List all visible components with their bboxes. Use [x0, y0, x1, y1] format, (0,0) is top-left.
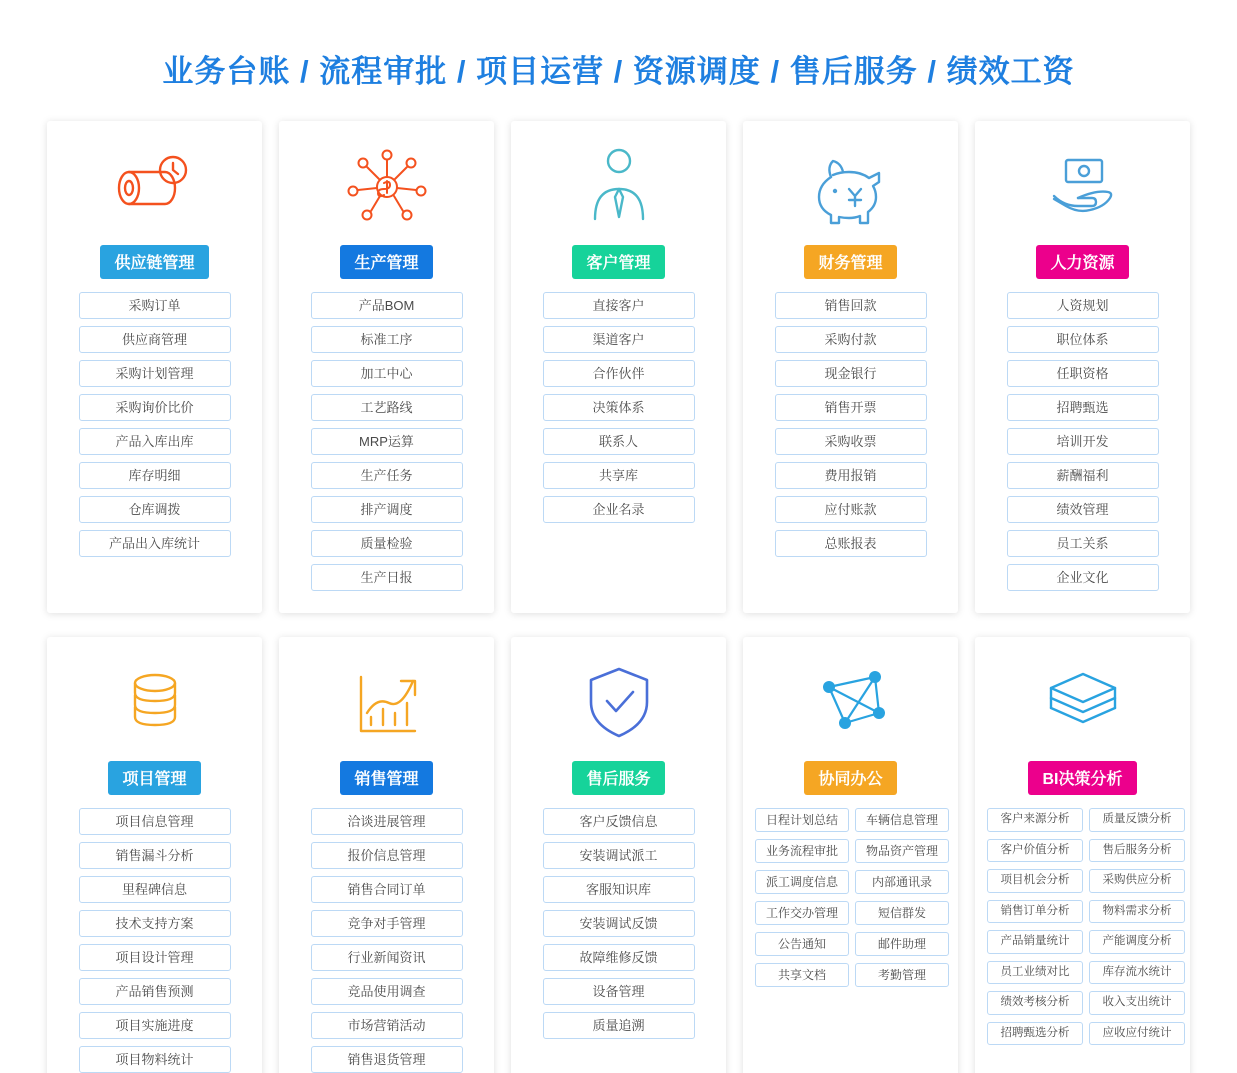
- list-item[interactable]: 直接客户: [543, 292, 695, 319]
- list-item[interactable]: 供应商管理: [79, 326, 231, 353]
- item-list-sales: [291, 808, 482, 1073]
- list-item[interactable]: 产品出入库统计: [79, 530, 231, 557]
- list-item[interactable]: 销售回款: [775, 292, 927, 319]
- list-item[interactable]: 派工调度信息: [755, 870, 849, 894]
- card-aftersales[interactable]: [511, 637, 726, 1073]
- category-label-hr: 人力资源: [1036, 245, 1128, 279]
- list-item[interactable]: 行业新闻资讯: [311, 944, 463, 971]
- list-item[interactable]: 企业文化: [1007, 564, 1159, 591]
- list-item[interactable]: 内部通讯录: [855, 870, 949, 894]
- list-item[interactable]: 报价信息管理: [311, 842, 463, 869]
- list-item[interactable]: 车辆信息管理: [855, 808, 949, 832]
- list-item[interactable]: 费用报销: [775, 462, 927, 489]
- list-item[interactable]: 日程计划总结: [755, 808, 849, 832]
- category-label-bi: BI决策分析: [1028, 761, 1136, 795]
- list-item[interactable]: 销售漏斗分析: [79, 842, 231, 869]
- list-item[interactable]: 短信群发: [855, 901, 949, 925]
- list-item[interactable]: 招聘甄选分析: [987, 1022, 1083, 1046]
- item-list-project: [59, 808, 250, 1073]
- list-item[interactable]: 公告通知: [755, 932, 849, 956]
- card-collaboration[interactable]: [743, 637, 958, 1073]
- list-item[interactable]: 采购收票: [775, 428, 927, 455]
- network-graph-icon: [805, 655, 897, 751]
- list-item[interactable]: 产品销售预测: [79, 978, 231, 1005]
- list-item[interactable]: 客户价值分析: [987, 839, 1083, 863]
- list-item[interactable]: 采购询价比价: [79, 394, 231, 421]
- list-item[interactable]: 员工关系: [1007, 530, 1159, 557]
- hand-money-icon: [1040, 139, 1126, 235]
- list-item[interactable]: 薪酬福利: [1007, 462, 1159, 489]
- item-list-supply-chain: [59, 292, 250, 557]
- module-grid: [0, 99, 1237, 1073]
- list-item[interactable]: 竞品使用调查: [311, 978, 463, 1005]
- page-title: 业务台账 / 流程审批 / 项目运营 / 资源调度 / 售后服务 / 绩效工资: [162, 54, 1075, 89]
- list-item[interactable]: 质量反馈分析: [1089, 808, 1185, 832]
- card-sales[interactable]: [279, 637, 494, 1073]
- list-item[interactable]: 联系人: [543, 428, 695, 455]
- list-item[interactable]: 渠道客户: [543, 326, 695, 353]
- item-list-production: [291, 292, 482, 591]
- category-label-customer: 客户管理: [572, 245, 664, 279]
- list-item[interactable]: 销售开票: [775, 394, 927, 421]
- item-list-finance: [755, 292, 946, 557]
- list-item[interactable]: 生产日报: [311, 564, 463, 591]
- list-item[interactable]: 客户反馈信息: [543, 808, 695, 835]
- piggy-bank-icon: [805, 139, 897, 235]
- item-list-hr: [987, 292, 1178, 591]
- list-item[interactable]: 质量检验: [311, 530, 463, 557]
- list-item[interactable]: MRP运算: [311, 428, 463, 455]
- item-list-customer: [523, 292, 714, 523]
- list-item[interactable]: 产能调度分析: [1089, 930, 1185, 954]
- list-item[interactable]: 应付账款: [775, 496, 927, 523]
- list-item[interactable]: 采购订单: [79, 292, 231, 319]
- list-item[interactable]: 物品资产管理: [855, 839, 949, 863]
- list-item[interactable]: 物料需求分析: [1089, 900, 1185, 924]
- item-list-aftersales: [523, 808, 714, 1039]
- list-item[interactable]: 应收应付统计: [1089, 1022, 1185, 1046]
- list-item[interactable]: 采购供应分析: [1089, 869, 1185, 893]
- list-item[interactable]: 绩效管理: [1007, 496, 1159, 523]
- card-finance[interactable]: [743, 121, 958, 613]
- list-item[interactable]: 工艺路线: [311, 394, 463, 421]
- network-nodes-icon: [343, 139, 431, 235]
- list-item[interactable]: 共享文档: [755, 963, 849, 987]
- list-item[interactable]: 任职资格: [1007, 360, 1159, 387]
- list-item[interactable]: 里程碑信息: [79, 876, 231, 903]
- category-label-supply-chain: 供应链管理: [100, 245, 208, 279]
- list-item[interactable]: 项目机会分析: [987, 869, 1083, 893]
- list-item[interactable]: 质量追溯: [543, 1012, 695, 1039]
- list-item[interactable]: 项目设计管理: [79, 944, 231, 971]
- category-label-finance: 财务管理: [804, 245, 896, 279]
- item-list-bi: [987, 808, 1178, 1045]
- list-item[interactable]: 库存明细: [79, 462, 231, 489]
- list-item[interactable]: 加工中心: [311, 360, 463, 387]
- coin-stack-icon: [112, 655, 198, 751]
- card-project[interactable]: [47, 637, 262, 1073]
- growth-chart-icon: [343, 655, 431, 751]
- list-item[interactable]: 设备管理: [543, 978, 695, 1005]
- list-item[interactable]: 共享库: [543, 462, 695, 489]
- list-item[interactable]: 合作伙伴: [543, 360, 695, 387]
- list-item[interactable]: 库存流水统计: [1089, 961, 1185, 985]
- card-customer[interactable]: [511, 121, 726, 613]
- category-label-sales: 销售管理: [340, 761, 432, 795]
- list-item[interactable]: 销售订单分析: [987, 900, 1083, 924]
- list-item[interactable]: 绩效考核分析: [987, 991, 1083, 1015]
- list-item[interactable]: 产品BOM: [311, 292, 463, 319]
- list-item[interactable]: 销售合同订单: [311, 876, 463, 903]
- list-item[interactable]: 总账报表: [775, 530, 927, 557]
- list-item[interactable]: 收入支出统计: [1089, 991, 1185, 1015]
- category-label-collaboration: 协同办公: [804, 761, 896, 795]
- card-production[interactable]: [279, 121, 494, 613]
- list-item[interactable]: 安装调试反馈: [543, 910, 695, 937]
- list-item[interactable]: 采购计划管理: [79, 360, 231, 387]
- list-item[interactable]: 客服知识库: [543, 876, 695, 903]
- list-item[interactable]: 员工业绩对比: [987, 961, 1083, 985]
- list-item[interactable]: 竞争对手管理: [311, 910, 463, 937]
- item-list-collaboration: [755, 808, 946, 987]
- list-item[interactable]: 项目信息管理: [79, 808, 231, 835]
- layered-stack-icon: [1039, 655, 1127, 751]
- list-item[interactable]: 标准工序: [311, 326, 463, 353]
- list-item[interactable]: 工作交办管理: [755, 901, 849, 925]
- list-item[interactable]: 技术支持方案: [79, 910, 231, 937]
- person-tie-icon: [579, 139, 659, 235]
- card-hr[interactable]: [975, 121, 1190, 613]
- list-item[interactable]: 项目实施进度: [79, 1012, 231, 1039]
- list-item[interactable]: 产品销量统计: [987, 930, 1083, 954]
- list-item[interactable]: 销售退货管理: [311, 1046, 463, 1073]
- list-item[interactable]: 市场营销活动: [311, 1012, 463, 1039]
- list-item[interactable]: 故障维修反馈: [543, 944, 695, 971]
- list-item[interactable]: 仓库调拨: [79, 496, 231, 523]
- list-item[interactable]: 项目物料统计: [79, 1046, 231, 1073]
- list-item[interactable]: 招聘甄选: [1007, 394, 1159, 421]
- list-item[interactable]: 采购付款: [775, 326, 927, 353]
- list-item[interactable]: 生产任务: [311, 462, 463, 489]
- shield-check-icon: [579, 655, 659, 751]
- list-item[interactable]: 业务流程审批: [755, 839, 849, 863]
- list-item[interactable]: 客户来源分析: [987, 808, 1083, 832]
- list-item[interactable]: 决策体系: [543, 394, 695, 421]
- list-item[interactable]: 邮件助理: [855, 932, 949, 956]
- card-supply-chain[interactable]: [47, 121, 262, 613]
- list-item[interactable]: 企业名录: [543, 496, 695, 523]
- list-item[interactable]: 产品入库出库: [79, 428, 231, 455]
- list-item[interactable]: 职位体系: [1007, 326, 1159, 353]
- list-item[interactable]: 洽谈进展管理: [311, 808, 463, 835]
- paper-roll-clock-icon: [109, 139, 201, 235]
- list-item[interactable]: 安装调试派工: [543, 842, 695, 869]
- list-item[interactable]: 排产调度: [311, 496, 463, 523]
- list-item[interactable]: 考勤管理: [855, 963, 949, 987]
- list-item[interactable]: 售后服务分析: [1089, 839, 1185, 863]
- list-item[interactable]: 培训开发: [1007, 428, 1159, 455]
- category-label-production: 生产管理: [340, 245, 432, 279]
- category-label-aftersales: 售后服务: [572, 761, 664, 795]
- list-item[interactable]: 人资规划: [1007, 292, 1159, 319]
- category-label-project: 项目管理: [108, 761, 200, 795]
- card-bi[interactable]: [975, 637, 1190, 1073]
- list-item[interactable]: 现金银行: [775, 360, 927, 387]
